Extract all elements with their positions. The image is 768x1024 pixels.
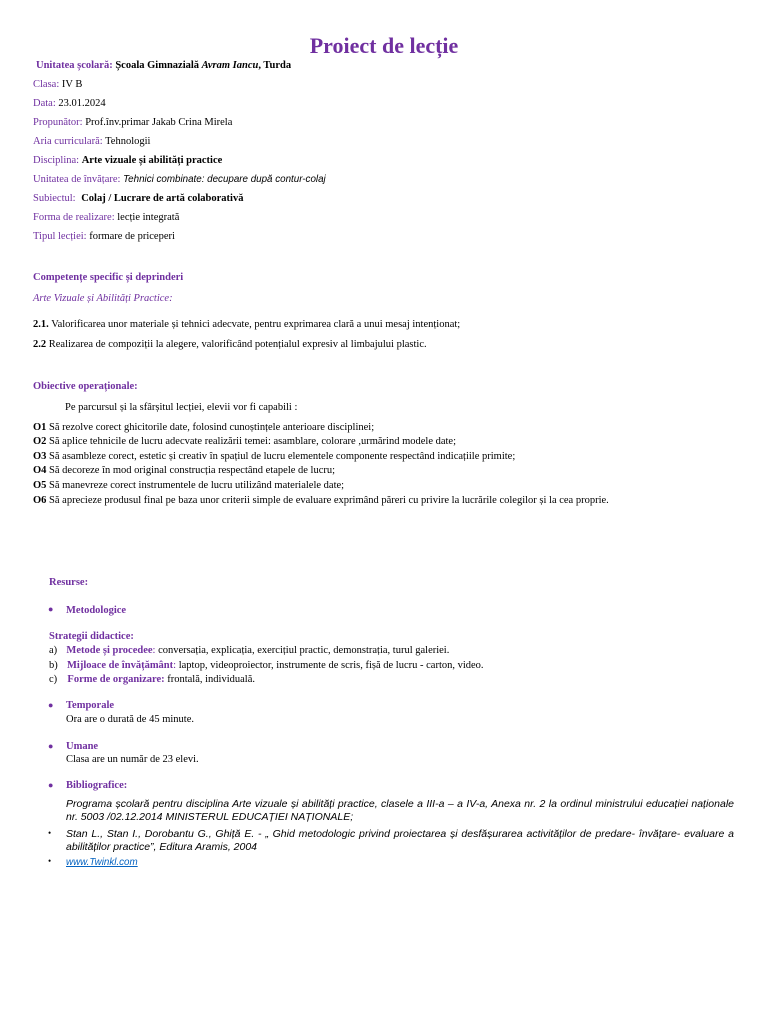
header-tipul: Tipul lecției: formare de priceperi: [33, 231, 175, 242]
obiectiv-text: Să aprecieze produsul final pe baza unor criterii simple de evaluare exprimând păreri cu privire la lucrările colegilor și la cea proprie.: [49, 495, 609, 506]
competenta-item: [33, 318, 460, 331]
bullet-icon: •: [48, 828, 52, 838]
umane-label: Umane: [66, 741, 99, 752]
header-label: Clasa: [33, 79, 57, 90]
bullet-icon: ●: [48, 741, 54, 751]
obiectiv-item: [33, 494, 609, 507]
obiectiv-code: O5: [33, 480, 47, 491]
obiectiv-code: O1: [33, 422, 47, 433]
bullet-icon: ●: [48, 604, 54, 614]
header-value-part: , Turda: [258, 60, 292, 71]
header-value: formare de priceperi: [89, 231, 175, 242]
competente-subheading: Arte Vizuale și Abilități Practice:: [33, 293, 173, 304]
header-value: Prof.înv.primar Jakab Crina Mirela: [85, 117, 233, 128]
strategie-value: conversația, explicația, exercițiul practic, demonstrația, turul galeriei.: [158, 645, 450, 656]
competenta-text: Realizarea de compoziții la alegere, valorificând potențialul expresiv al limbajului plastic.: [48, 339, 427, 350]
strategie-item: b) Mijloace de învățământ: laptop, videoproiector, instrumente de scris, fișă de lucru - carton, video.: [49, 660, 484, 671]
header-value: Arte vizuale și abilități practice: [81, 155, 223, 166]
bibliografice-label: Bibliografice:: [66, 780, 128, 791]
obiectiv-text: Să asambleze corect, estetic și creativ în spațiul de lucru elementele componente respectând indicațiile primite;: [49, 451, 516, 462]
temporale-text: Ora are o durată de 45 minute.: [66, 714, 194, 725]
strategie-value: laptop, videoproiector, instrumente de scris, fișă de lucru - carton, video.: [178, 660, 484, 671]
header-disciplina: Disciplina: Arte vizuale și abilități practice: [33, 155, 223, 166]
bullet-icon: ●: [48, 700, 54, 710]
header-value: 23.01.2024: [58, 98, 106, 109]
header-clasa: Clasa: IV B: [33, 79, 83, 90]
strategie-marker: b): [49, 660, 58, 671]
strategie-item: a) Metode și procedee: conversația, explicația, exercițiul practic, demonstrația, turul galeriei.: [49, 645, 450, 656]
header-label: Forma de realizare: [33, 212, 112, 223]
header-value: Tehnici combinate: decupare după contur-colaj: [123, 174, 326, 185]
twinkl-link[interactable]: www.Twinkl.com: [66, 857, 138, 868]
header-value: Colaj / Lucrare de artă colaborativă: [81, 193, 244, 204]
strategie-marker: a): [49, 645, 58, 656]
umane-text: Clasa are un număr de 23 elevi.: [66, 754, 199, 765]
competenta-item: [33, 338, 427, 351]
obiective-heading: Obiective operaționale:: [33, 381, 138, 392]
strategie-marker: c): [49, 674, 58, 685]
header-label: Tipul lecției: [33, 231, 84, 242]
competenta-number: 2.1.: [33, 319, 49, 330]
header-unitatea: Unitatea școlară: Școala Gimnazială Avram Iancu, Turda: [36, 60, 292, 71]
obiectiv-item: [33, 450, 515, 463]
header-value-part: Școala Gimnazială: [115, 60, 202, 71]
header-value: Tehnologii: [105, 136, 151, 147]
header-label: Aria curriculară: [33, 136, 100, 147]
bibliografie-item: Programa școlară pentru disciplina Arte vizuale și abilități practice, clasele a III-a – a IV-a, Anexa nr. 2 la ordinul ministrului educației naționale nr. 5003 /02.12.2014 MINISTERUL EDUCAȚIEI NAȚIONALE;: [66, 798, 734, 823]
header-label: Propunător: [33, 117, 80, 128]
header-value: lecție integrată: [117, 212, 180, 223]
obiectiv-item: [33, 421, 374, 434]
strategie-label: Mijloace de învățământ: [67, 660, 174, 671]
header-label: Subiectul: [33, 193, 73, 204]
obiectiv-text: Să decoreze în mod original construcția respectând etapele de lucru;: [49, 465, 336, 476]
header-label: Unitatea de învățare: [33, 174, 118, 185]
competenta-text: Valorificarea unor materiale și tehnici adecvate, pentru exprimarea clară a unui mesaj intenționat;: [51, 319, 461, 330]
header-propunator: Propunător: Prof.înv.primar Jakab Crina Mirela: [33, 117, 233, 128]
obiectiv-text: Să manevreze corect instrumentele de lucru utilizând materialele date;: [49, 480, 345, 491]
strategie-item: [49, 673, 255, 686]
strategie-value: frontală, individuală.: [167, 674, 255, 685]
resurse-heading: Resurse:: [49, 577, 89, 588]
header-data: Data: 23.01.2024: [33, 98, 106, 109]
obiectiv-item: [33, 435, 456, 448]
header-forma: Forma de realizare: lecție integrată: [33, 212, 180, 223]
temporale-label: Temporale: [66, 700, 115, 711]
header-value-part: Avram Iancu: [201, 60, 259, 71]
obiectiv-text: Să rezolve corect ghicitorile date, folosind cunoștințele anterioare disciplinei;: [49, 422, 375, 433]
competenta-number: 2.2: [33, 339, 47, 350]
obiectiv-item: [33, 464, 335, 477]
page-title: Proiect de lecție: [309, 33, 459, 58]
strategie-label: Metode și procedee: [66, 645, 153, 656]
header-label: Disciplina: [33, 155, 77, 166]
strategie-label: Forme de organizare:: [67, 674, 165, 685]
competente-heading: Competențe specific și deprinderi: [33, 272, 184, 283]
metodologice-label: Metodologice: [66, 605, 127, 616]
obiectiv-item: [33, 479, 344, 492]
obiectiv-code: O6: [33, 495, 47, 506]
header-value: IV B: [61, 79, 83, 90]
bullet-icon: •: [48, 856, 52, 866]
obiective-intro: Pe parcursul și la sfârșitul lecției, elevii vor fi capabili :: [65, 402, 298, 413]
header-label: Unitatea școlară: [36, 60, 110, 71]
header-label: Data: [33, 98, 53, 109]
obiectiv-text: Să aplice tehnicile de lucru adecvate realizării temei: asamblare, colorare ,urmărind modele date;: [49, 436, 457, 447]
strategii-heading: Strategii didactice:: [49, 631, 134, 642]
bullet-icon: ●: [48, 780, 54, 790]
header-aria: Aria curriculară: Tehnologii: [33, 136, 151, 147]
header-subiectul: Subiectul: Colaj / Lucrare de artă colaborativă: [33, 193, 244, 204]
obiectiv-code: O3: [33, 451, 47, 462]
obiectiv-code: O2: [33, 436, 47, 447]
header-unitatea-invatare: Unitatea de învățare: Tehnici combinate: decupare după contur-colaj: [33, 174, 326, 185]
obiectiv-code: O4: [33, 465, 47, 476]
bibliografie-item: Stan L., Stan I., Dorobantu G., Ghiță E. - „ Ghid metodologic privind proiectarea și desfășurarea activităților de predare- învățare- evaluare a abilităților practice”, Editura Aramis, 2004: [66, 828, 734, 853]
